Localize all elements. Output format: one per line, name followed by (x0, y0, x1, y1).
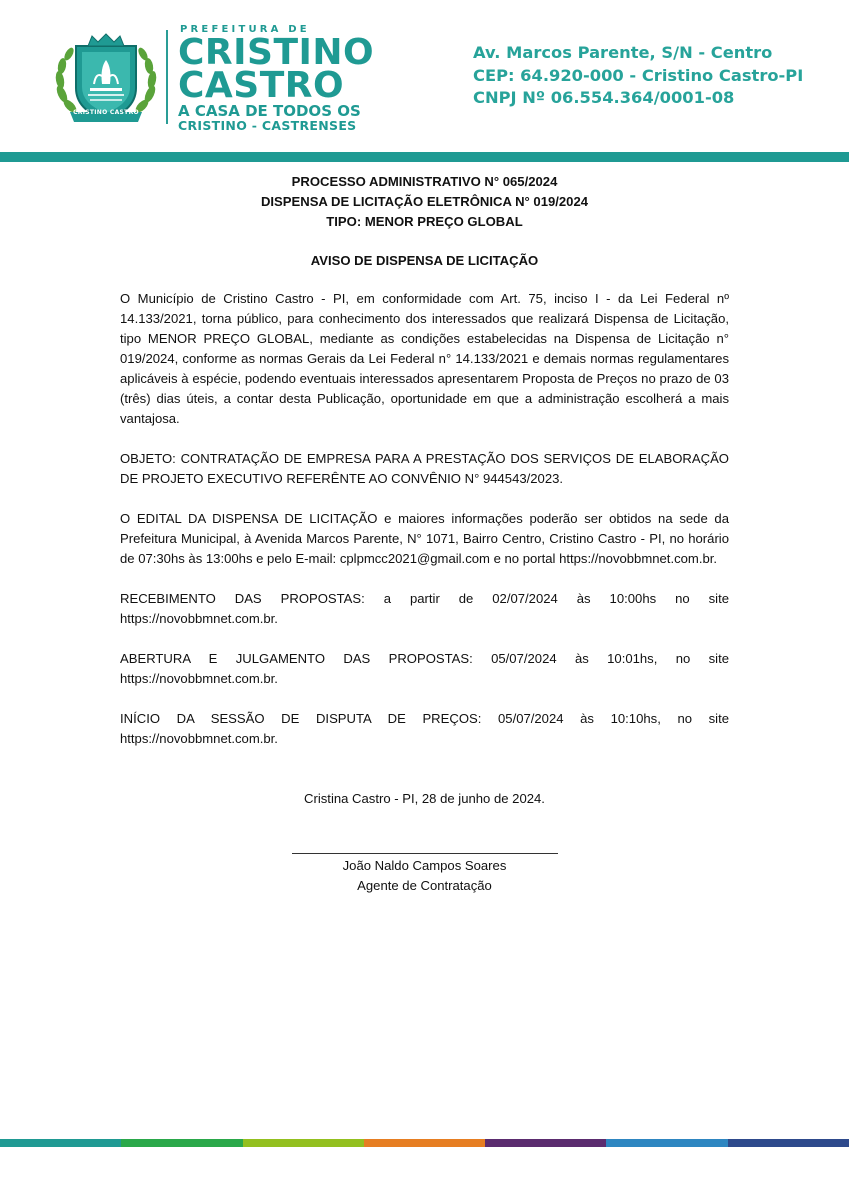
heading-line2: DISPENSA DE LICITAÇÃO ELETRÔNICA N° 019/2024 (260, 194, 589, 209)
address-block (473, 42, 803, 110)
recebimento-paragraph: RECEBIMENTO DAS PROPOSTAS: a partir de 02/07/2024 às 10:00hs no site https://novobbmnet.com.br. (120, 591, 729, 626)
footer-stripe (728, 1139, 849, 1147)
address-line2: CEP: 64.920-000 - Cristino Castro-PI (473, 65, 804, 85)
slogan-line2: CRISTINO - CASTRENSES (178, 118, 357, 133)
heading-line3: TIPO: MENOR PREÇO GLOBAL (326, 214, 523, 229)
city-name-line2: CASTRO (178, 65, 345, 106)
notice-body (120, 172, 729, 896)
notice-title: AVISO DE DISPENSA DE LICITAÇÃO (310, 253, 539, 268)
signer-role: Agente de Contratação (357, 878, 492, 893)
abertura-paragraph: ABERTURA E JULGAMENTO DAS PROPOSTAS: 05/07/2024 às 10:01hs, no site https://novobbmnet.com.br. (120, 651, 729, 686)
inicio-paragraph: INÍCIO DA SESSÃO DE DISPUTA DE PREÇOS: 05/07/2024 às 10:10hs, no site https://novobbmnet.com.br. (120, 711, 729, 746)
edital-paragraph: O EDITAL DA DISPENSA DE LICITAÇÃO e maiores informações poderão ser obtidos na sede da Prefeitura Municipal, à Avenida Marcos Parente, N° 1071, Bairro Centro, Cristino Castro - PI, no horário de 07:30hs às 13:00hs e pelo E-mail: cplpmcc2021@gmail.com e no portal https://novobbmnet.com.br. (120, 511, 729, 566)
address-line1: Av. Marcos Parente, S/N - Centro (473, 43, 773, 62)
header-color-bar (0, 152, 849, 162)
footer-color-stripes (0, 1139, 849, 1147)
footer-stripe (0, 1139, 121, 1147)
heading-line1: PROCESSO ADMINISTRATIVO N° 065/2024 (291, 174, 558, 189)
letterhead (0, 0, 849, 152)
place-and-date: Cristina Castro - PI, 28 de junho de 2024. (304, 791, 545, 806)
signer-name: João Naldo Campos Soares (342, 858, 507, 873)
objeto-paragraph: OBJETO: CONTRATAÇÃO DE EMPRESA PARA A PRESTAÇÃO DOS SERVIÇOS DE ELABORAÇÃO DE PROJETO EXECUTIVO REFERÊNTE AO CONVÊNIO N° 944543/2023. (120, 451, 729, 486)
prefeitura-label: PREFEITURA DE (180, 24, 310, 35)
city-brand (178, 24, 375, 133)
header-divider (166, 30, 168, 124)
footer-stripe (364, 1139, 485, 1147)
footer-stripe (243, 1139, 364, 1147)
city-name-line1: CRISTINO (178, 32, 375, 73)
crest-banner-text: CRISTINO CASTRO (73, 109, 139, 116)
footer-stripe (121, 1139, 242, 1147)
process-heading (120, 172, 729, 232)
slogan-line1: A CASA DE TODOS OS (178, 102, 361, 120)
footer-stripe (606, 1139, 727, 1147)
footer-stripe (485, 1139, 606, 1147)
address-line3: CNPJ Nº 06.554.364/0001-08 (473, 88, 735, 107)
intro-paragraph: O Município de Cristino Castro - PI, em conformidade com Art. 75, inciso I - da Lei Federal nº 14.133/2021, torna público, para conhecimento dos interessados que realizará Dispensa de Licitação, tipo MENOR PREÇO GLOBAL, mediante as condições estabelecidas na Dispensa de Licitação n° 019/2024, conforme as normas Gerais da Lei Federal n° 14.133/2021 e demais normas regulamentares aplicáveis à espécie, podendo eventuais interessados apresentarem Proposta de Preços no prazo de 03 (três) dias úteis, a contar desta Publicação, oportunidade em que a administração escolherá a mais vantajosa. (120, 291, 729, 426)
